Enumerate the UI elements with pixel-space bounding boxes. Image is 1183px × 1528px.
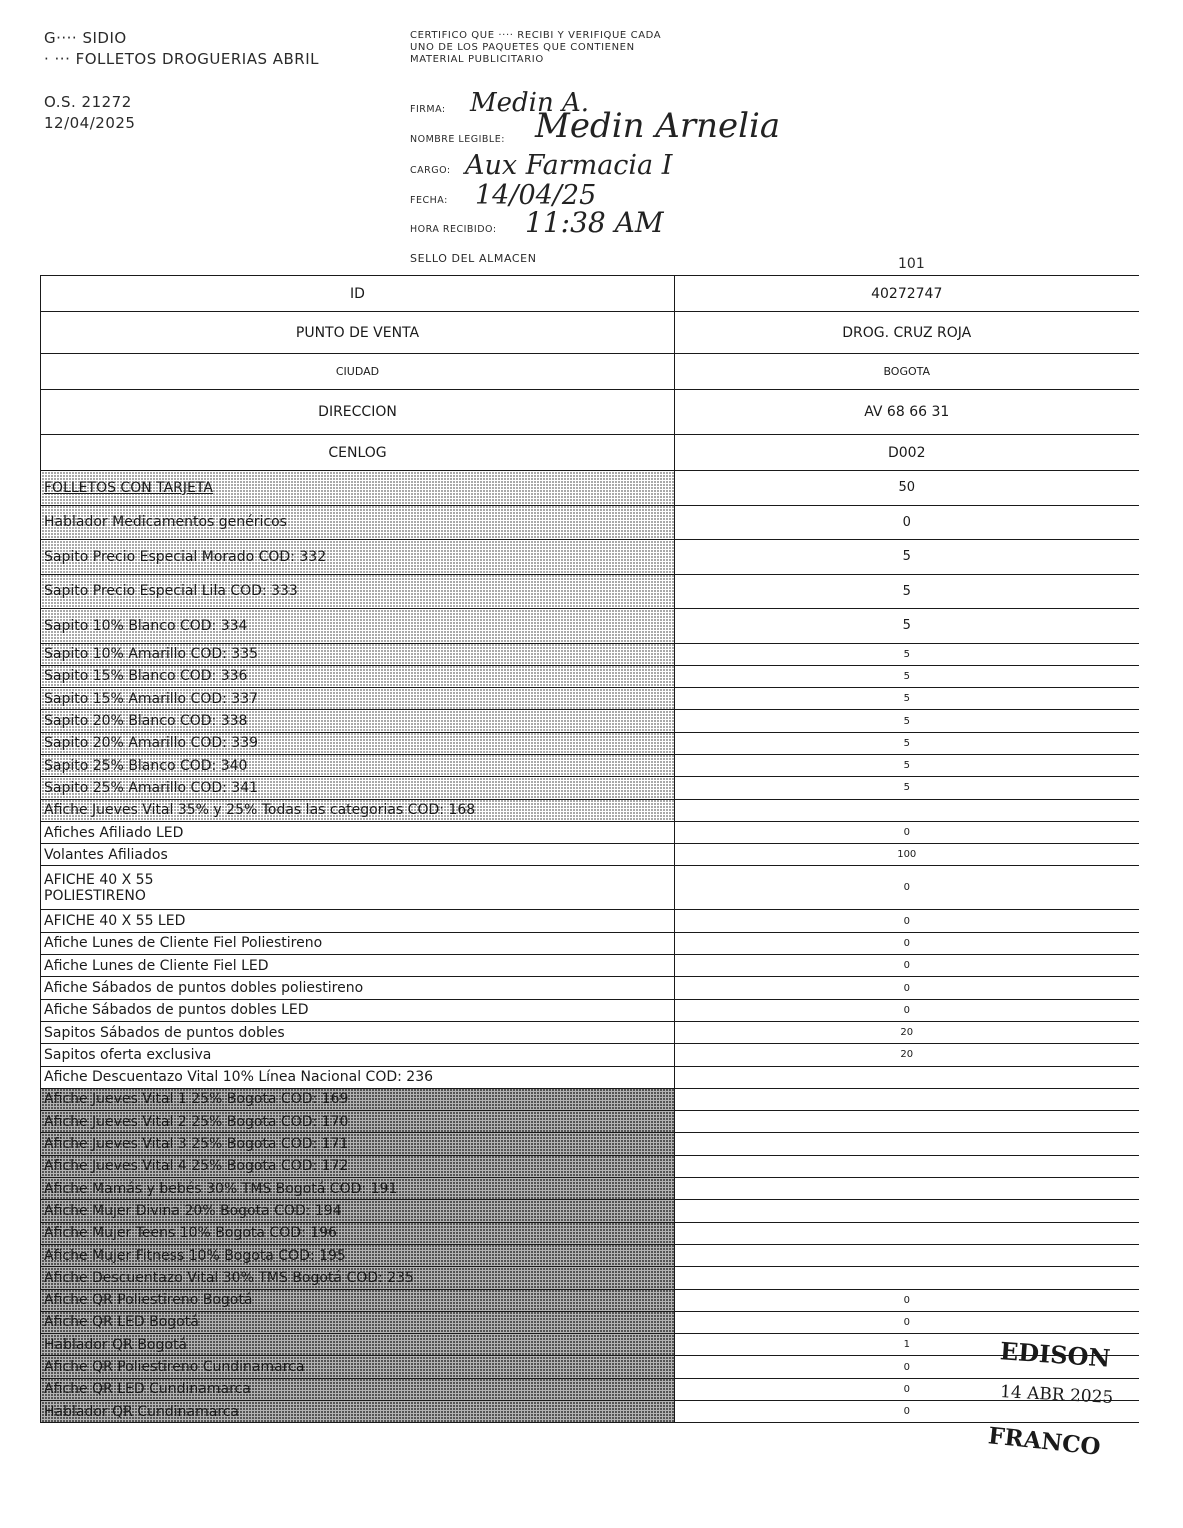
item-label (41, 977, 675, 999)
item-label (41, 1021, 675, 1043)
stamp-surname: FRANCO (986, 1422, 1102, 1461)
item-row (41, 1178, 1139, 1200)
item-quantity (675, 1155, 1139, 1177)
item-label (41, 1311, 675, 1333)
item-row (41, 1222, 1139, 1244)
item-label-text: Afiche QR LED Bogotá (44, 1314, 199, 1331)
item-label (41, 1222, 675, 1244)
item-row (41, 1111, 1139, 1133)
item-label (41, 910, 675, 932)
item-quantity: 0 (675, 821, 1139, 843)
item-label-text: Afiche Descuentazo Vital 30% TMS Bogotá COD: 235 (44, 1269, 414, 1286)
item-row (41, 866, 1139, 910)
item-row (41, 955, 1139, 977)
signature-label: FIRMA: (410, 104, 446, 115)
item-quantity: 5 (675, 777, 1139, 799)
item-quantity (675, 1066, 1139, 1088)
item-quantity (675, 799, 1139, 821)
item-label-text: Afiches Afiliado LED (44, 824, 184, 841)
time-handwritten: 11:38 AM (525, 206, 664, 239)
item-label (41, 999, 675, 1021)
item-label (41, 665, 675, 687)
warehouse-seal-label: SELLO DEL ALMACEN (410, 252, 537, 265)
item-quantity: 0 (675, 977, 1139, 999)
item-label (41, 866, 675, 910)
item-row (41, 1066, 1139, 1088)
item-label (41, 609, 675, 644)
position-handwritten: Aux Farmacia I (465, 150, 673, 181)
item-label (41, 1289, 675, 1311)
item-label (41, 932, 675, 954)
item-quantity: 5 (675, 754, 1139, 776)
item-row (41, 688, 1139, 710)
item-row (41, 821, 1139, 843)
service-order: O.S. 21272 (44, 93, 132, 111)
info-value: AV 68 66 31 (675, 390, 1139, 435)
item-label (41, 710, 675, 732)
item-quantity: 20 (675, 1021, 1139, 1043)
item-label-text: Hablador QR Bogotá (44, 1336, 188, 1353)
item-row (41, 643, 1139, 665)
info-label: CENLOG (41, 435, 675, 471)
signature-row (410, 104, 446, 115)
item-label-text: Afiche Jueves Vital 4 25% Bogota COD: 172 (44, 1158, 349, 1175)
item-quantity (675, 1244, 1139, 1266)
info-value: 40272747 (675, 276, 1139, 312)
item-label-text: Sapito 25% Amarillo COD: 341 (44, 779, 259, 796)
item-label-text: Afiche Jueves Vital 3 25% Bogota COD: 171 (44, 1136, 349, 1153)
item-quantity: 0 (675, 932, 1139, 954)
item-label-text: Sapitos Sábados de puntos dobles (44, 1024, 285, 1041)
date-row (410, 195, 448, 206)
item-quantity (675, 1222, 1139, 1244)
item-row (41, 471, 1139, 506)
item-row (41, 1401, 1139, 1423)
order-date: 12/04/2025 (44, 114, 136, 132)
item-row (41, 754, 1139, 776)
document-header (44, 28, 319, 134)
item-label-text: Afiche Jueves Vital 35% y 25% Todas las categorias COD: 168 (44, 802, 476, 819)
item-quantity: 5 (675, 643, 1139, 665)
item-quantity: 5 (675, 710, 1139, 732)
item-row (41, 1155, 1139, 1177)
item-label (41, 1178, 675, 1200)
item-label (41, 1267, 675, 1289)
item-quantity (675, 1088, 1139, 1110)
item-row (41, 1311, 1139, 1333)
item-label-text: Hablador Medicamentos genéricos (44, 514, 287, 531)
certification-text: CERTIFICO QUE ···· RECIBI Y VERIFIQUE CADA UNO DE LOS PAQUETES QUE CONTIENEN MATERIAL PUBLICITARIO (410, 30, 662, 65)
item-label-text: Sapito Precio Especial Morado COD: 332 (44, 548, 327, 565)
item-label-text: Sapito 15% Amarillo COD: 337 (44, 690, 259, 707)
item-label (41, 1200, 675, 1222)
item-label-text: Afiche QR LED Cundinamarca (44, 1381, 251, 1398)
item-label-text: Hablador QR Cundinamarca (44, 1403, 240, 1420)
info-row (41, 276, 1139, 312)
item-quantity: 0 (675, 1401, 1139, 1423)
item-label (41, 1044, 675, 1066)
item-quantity: 5 (675, 732, 1139, 754)
date-label: FECHA: (410, 195, 448, 206)
item-row (41, 1267, 1139, 1289)
item-label (41, 1088, 675, 1110)
item-quantity: 5 (675, 665, 1139, 687)
item-quantity: 0 (675, 866, 1139, 910)
signature-handwritten: Medin A. (470, 88, 590, 118)
item-quantity: 5 (675, 609, 1139, 644)
item-label-text: Afiche Jueves Vital 1 25% Bogota COD: 169 (44, 1091, 349, 1108)
item-label-text: Sapito 20% Blanco COD: 338 (44, 713, 248, 730)
info-value: D002 (675, 435, 1139, 471)
item-quantity: 50 (675, 471, 1139, 506)
item-quantity: 0 (675, 1311, 1139, 1333)
item-row (41, 1133, 1139, 1155)
item-row (41, 1088, 1139, 1110)
item-row (41, 710, 1139, 732)
item-row (41, 1021, 1139, 1043)
item-quantity (675, 1200, 1139, 1222)
item-quantity: 20 (675, 1044, 1139, 1066)
item-quantity: 1 (675, 1334, 1139, 1356)
document-subject: · ··· FOLLETOS DROGUERIAS ABRIL (44, 50, 320, 68)
item-label (41, 505, 675, 540)
item-label-text: Sapito 25% Blanco COD: 340 (44, 757, 248, 774)
date-handwritten: 14/04/25 (475, 180, 597, 211)
item-quantity (675, 1133, 1139, 1155)
item-quantity: 0 (675, 1289, 1139, 1311)
info-label: DIRECCION (41, 390, 675, 435)
item-label (41, 643, 675, 665)
item-label-text: Sapito 10% Blanco COD: 334 (44, 617, 248, 634)
stamp-date: 14 ABR 2025 (999, 1382, 1114, 1408)
item-row (41, 540, 1139, 575)
info-row (41, 354, 1139, 390)
item-quantity: 5 (675, 688, 1139, 710)
item-label (41, 471, 675, 506)
item-label (41, 799, 675, 821)
info-value: DROG. CRUZ ROJA (675, 312, 1139, 354)
item-label (41, 688, 675, 710)
item-row (41, 910, 1139, 932)
item-label (41, 540, 675, 575)
item-row (41, 932, 1139, 954)
item-row (41, 574, 1139, 609)
receipt-number: 101 (898, 256, 925, 272)
item-row (41, 777, 1139, 799)
info-row (41, 312, 1139, 354)
item-quantity: 5 (675, 540, 1139, 575)
item-label-text: Volantes Afiliados (44, 846, 168, 863)
item-label (41, 821, 675, 843)
item-row (41, 999, 1139, 1021)
position-label: CARGO: (410, 165, 451, 176)
item-quantity: 0 (675, 910, 1139, 932)
item-label (41, 1133, 675, 1155)
item-label-text: Afiche QR Poliestireno Cundinamarca (44, 1359, 305, 1376)
item-quantity: 0 (675, 1356, 1139, 1378)
item-row (41, 977, 1139, 999)
item-label-text: Afiche Sábados de puntos dobles poliestireno (44, 980, 364, 996)
item-row (41, 505, 1139, 540)
info-row (41, 435, 1139, 471)
legible-name-row (410, 134, 505, 145)
item-quantity: 100 (675, 844, 1139, 866)
item-label-text: Afiche QR Poliestireno Bogotá (44, 1292, 253, 1309)
item-label (41, 1066, 675, 1088)
item-label (41, 574, 675, 609)
legible-name-handwritten: Medin Arnelia (535, 106, 781, 146)
item-quantity: 0 (675, 955, 1139, 977)
info-label: PUNTO DE VENTA (41, 312, 675, 354)
item-label-text: Afiche Lunes de Cliente Fiel Poliestireno (44, 935, 323, 952)
info-label: ID (41, 276, 675, 312)
item-label (41, 777, 675, 799)
company-name: G···· SIDIO (44, 29, 127, 47)
item-label-text: Afiche Jueves Vital 2 25% Bogota COD: 170 (44, 1113, 349, 1130)
item-quantity: 0 (675, 1378, 1139, 1400)
time-label: HORA RECIBIDO: (410, 224, 497, 235)
item-row (41, 1044, 1139, 1066)
item-quantity: 0 (675, 999, 1139, 1021)
item-label (41, 1356, 675, 1378)
item-label-text: Afiche Mujer Teens 10% Bogota COD: 196 (44, 1225, 337, 1242)
item-label-text-line2: POLIESTIRENO (44, 887, 146, 904)
item-label-text: Sapito Precio Especial Lila COD: 333 (44, 583, 298, 600)
item-row (41, 609, 1139, 644)
item-row (41, 1244, 1139, 1266)
item-label (41, 1244, 675, 1266)
item-quantity (675, 1267, 1139, 1289)
item-label-text: Afiche Mujer Fitness 10% Bogota COD: 195 (44, 1247, 346, 1264)
item-label-text: Afiche Sábados de puntos dobles LED (44, 1002, 309, 1019)
item-label-text: Afiche Mamás y bebés 30% TMS Bogotá COD: 191 (44, 1180, 398, 1197)
material-table (40, 275, 1139, 1423)
item-label (41, 1155, 675, 1177)
item-row (41, 799, 1139, 821)
item-label-text: Afiche Mujer Divina 20% Bogota COD: 194 (44, 1202, 342, 1219)
stamp-name: EDISON (999, 1336, 1112, 1373)
item-label-text: Sapito 10% Amarillo COD: 335 (44, 646, 259, 663)
info-label: CIUDAD (41, 354, 675, 390)
item-row (41, 1200, 1139, 1222)
item-quantity: 5 (675, 574, 1139, 609)
item-label (41, 1401, 675, 1423)
info-value: BOGOTA (675, 354, 1139, 390)
item-quantity: 0 (675, 505, 1139, 540)
item-row (41, 665, 1139, 687)
item-label (41, 1111, 675, 1133)
item-label-text: Sapito 20% Amarillo COD: 339 (44, 735, 259, 752)
item-label (41, 732, 675, 754)
item-row (41, 732, 1139, 754)
info-row (41, 390, 1139, 435)
item-label (41, 1378, 675, 1400)
item-label-text: Afiche Descuentazo Vital 10% Línea Nacional COD: 236 (44, 1069, 434, 1086)
item-row (41, 1378, 1139, 1400)
item-row (41, 1334, 1139, 1356)
position-row (410, 165, 451, 176)
item-label (41, 844, 675, 866)
item-label-text: Sapito 15% Blanco COD: 336 (44, 668, 248, 685)
item-quantity (675, 1178, 1139, 1200)
item-row (41, 844, 1139, 866)
item-label-text: Afiche Lunes de Cliente Fiel LED (44, 957, 269, 974)
item-label-text: FOLLETOS CON TARJETA (44, 479, 213, 496)
item-label (41, 955, 675, 977)
item-label (41, 1334, 675, 1356)
legible-name-label: NOMBRE LEGIBLE: (410, 134, 505, 145)
item-row (41, 1356, 1139, 1378)
item-row (41, 1289, 1139, 1311)
item-label-text: Sapitos oferta exclusiva (44, 1046, 212, 1063)
item-label (41, 754, 675, 776)
item-label-text: AFICHE 40 X 55 (44, 871, 154, 888)
item-quantity (675, 1111, 1139, 1133)
item-label-text: AFICHE 40 X 55 LED (44, 913, 186, 930)
time-row (410, 224, 497, 235)
